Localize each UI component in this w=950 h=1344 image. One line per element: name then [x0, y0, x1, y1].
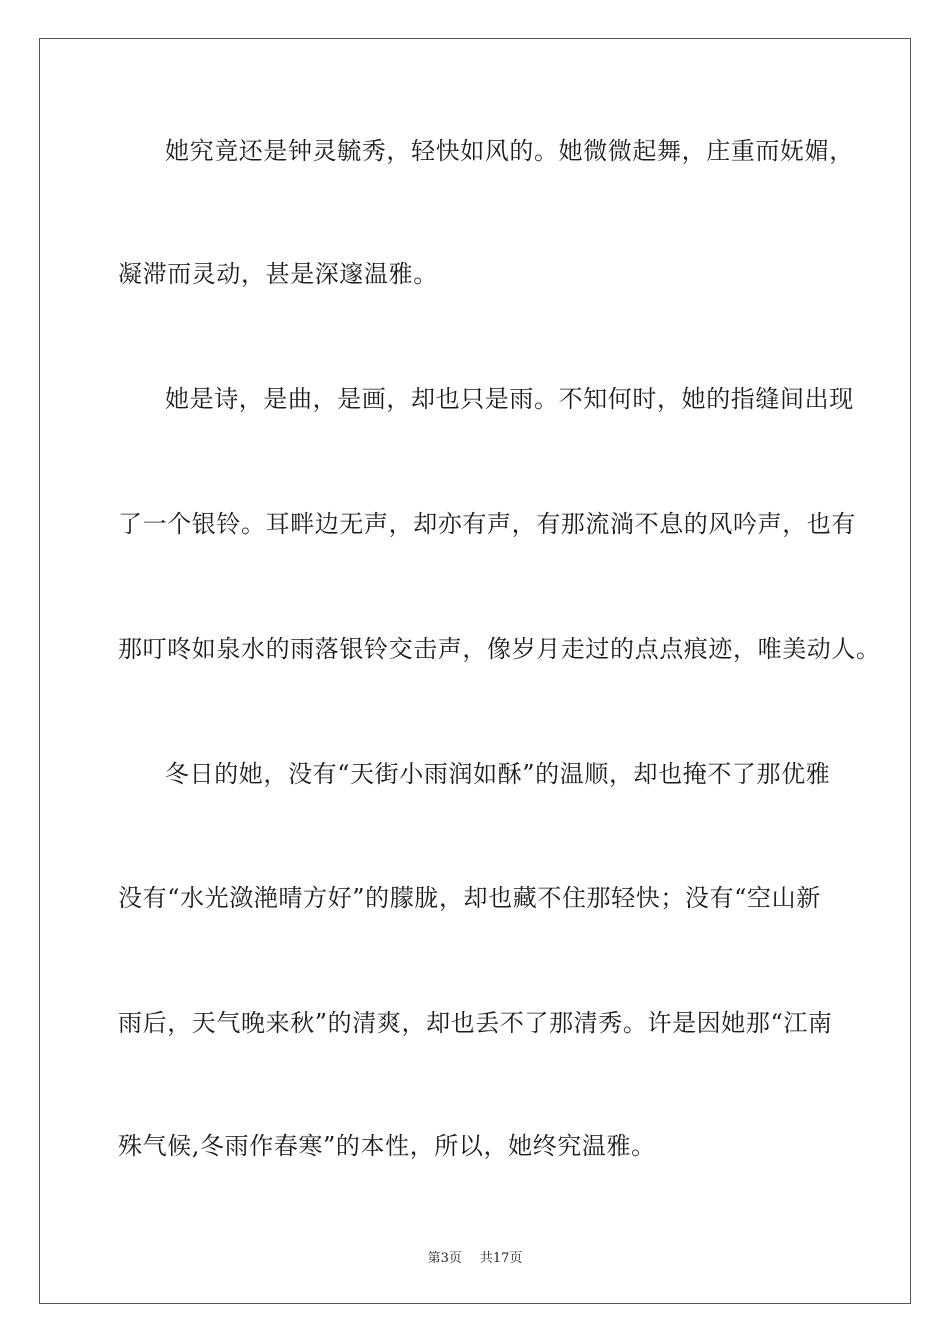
paragraph-2-line-3: 那叮咚如泉水的雨落银铃交击声，像岁月走过的点点痕迹，唯美动人。 [118, 635, 881, 663]
paragraph-1-line-2: 凝滞而灵动，甚是深邃温雅。 [118, 260, 438, 288]
paragraph-1-line-1: 她究竟还是钟灵毓秀，轻快如风的。她微微起舞，庄重而妩媚， [165, 137, 854, 165]
page-border [39, 38, 911, 1304]
paragraph-3-line-2: 没有“水光潋滟晴方好”的朦胧，却也藏不住那轻快；没有“空山新 [118, 884, 821, 912]
page-number: 第3页 [427, 1251, 462, 1266]
paragraph-2-line-1: 她是诗，是曲，是画，却也只是雨。不知何时，她的指缝间出现 [165, 385, 854, 413]
paragraph-3-line-3: 雨后，天气晚来秋”的清爽，却也丢不了那清秀。许是因她那“江南 [118, 1009, 833, 1037]
total-pages: 共17页 [479, 1251, 523, 1266]
paragraph-3-line-1: 冬日的她，没有“天街小雨润如酥”的温顺，却也掩不了那优雅 [165, 760, 831, 788]
paragraph-3-line-4: 殊气候,冬雨作春寒”的本性，所以，她终究温雅。 [118, 1132, 656, 1160]
paragraph-2-line-2: 了一个银铃。耳畔边无声，却亦有声，有那流淌不息的风吟声，也有 [118, 510, 856, 538]
page-footer [0, 1247, 950, 1266]
